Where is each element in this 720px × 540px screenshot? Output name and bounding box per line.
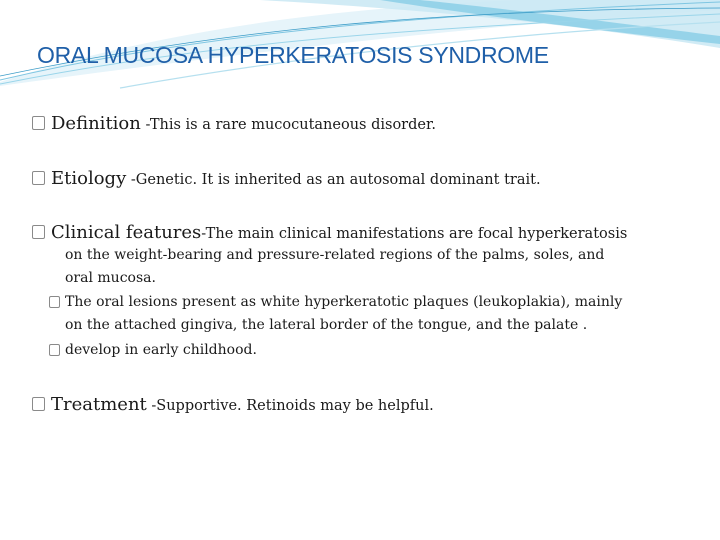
sub-bullet-oral-lesions: [49, 291, 689, 337]
clinical-text-line-2: on the weight-bearing and pressure-related regions of the palms, soles, and: [65, 247, 605, 263]
treatment-term: Treatment: [51, 394, 147, 415]
clinical-text: -The main clinical manifestations are focal hyperkeratosis: [201, 226, 628, 242]
slide-title: ORAL MUCOSA HYPERKERATOSIS SYNDROME: [37, 42, 549, 68]
treatment-text: -Supportive. Retinoids may be helpful.: [146, 398, 434, 414]
bullet-treatment: [32, 394, 434, 415]
etiology-term: Etiology: [51, 168, 127, 189]
bullet-box-icon: [32, 225, 45, 239]
etiology-text: -Genetic. It is inherited as an autosomal dominant trait.: [126, 172, 541, 188]
definition-term: Definition: [51, 113, 141, 134]
onset-text: develop in early childhood.: [65, 342, 257, 358]
bullet-etiology: [32, 168, 541, 189]
bullet-box-icon: [32, 116, 45, 130]
clinical-term: Clinical features: [51, 222, 202, 243]
definition-text: -This is a rare mucocutaneous disorder.: [140, 117, 436, 133]
bullet-box-icon: [32, 171, 45, 185]
oral-lesions-line-2: on the attached gingiva, the lateral border of the tongue, and the palate .: [65, 317, 588, 333]
oral-lesions-line-1: The oral lesions present as white hyperkeratotic plaques (leukoplakia), mainly: [65, 294, 623, 310]
bullet-box-icon: [49, 344, 60, 356]
bullet-definition: [32, 113, 436, 134]
bullet-box-icon: [32, 397, 45, 411]
bullet-clinical-features: [32, 222, 627, 243]
clinical-continuation: [65, 244, 604, 290]
clinical-text-line-3: oral mucosa.: [65, 270, 156, 286]
sub-bullet-onset: [49, 339, 689, 362]
bullet-box-icon: [49, 296, 60, 308]
